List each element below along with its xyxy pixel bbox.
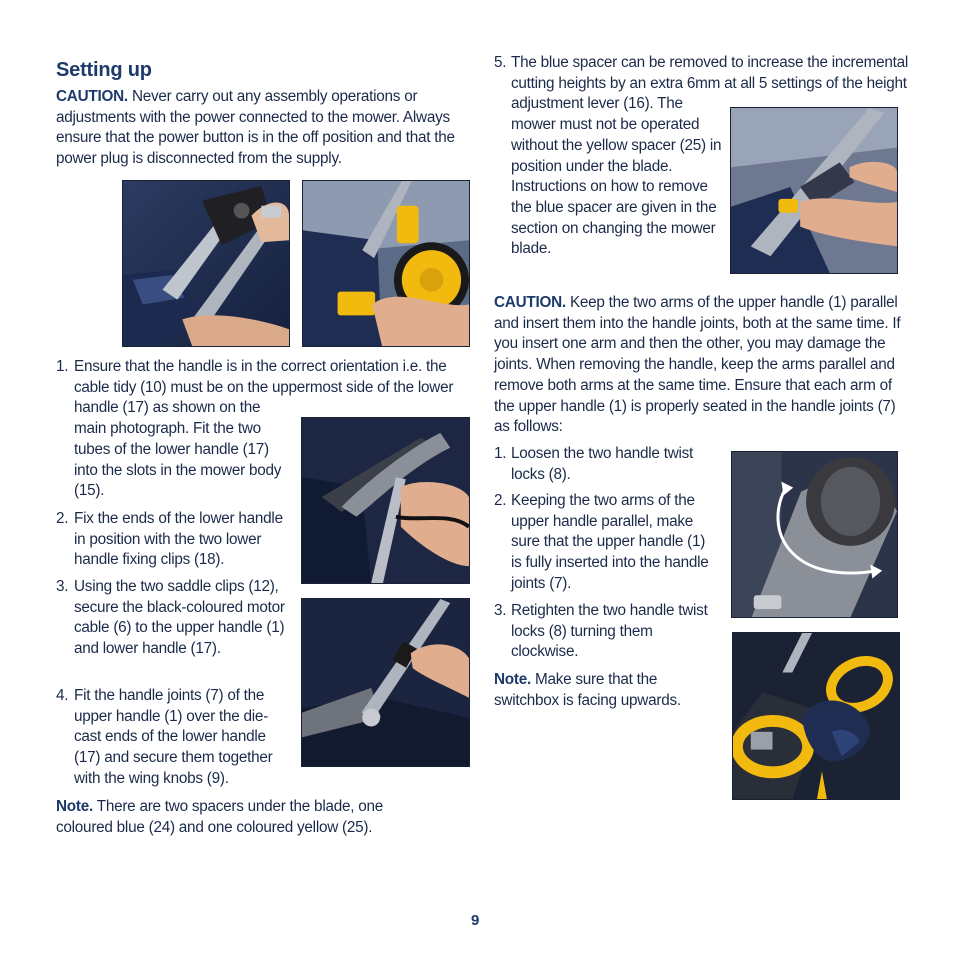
right-note-paragraph (494, 670, 704, 711)
note-label: Note. (56, 798, 93, 815)
photo-twist-lock (731, 451, 898, 618)
photo-handle-fitting-image (123, 181, 289, 346)
photo-twist-lock-image (732, 452, 897, 617)
photo-yellow-spacer (730, 107, 898, 274)
photo-handle-joint (301, 598, 470, 767)
right-caution-text: Keep the two arms of the upper handle (1) parallel and insert them into the handle joints, both at the same time. If you insert one arm and then the other, you may damage the joints. When removing the handle, keep the arms parallel and remove both arms at the same time. Ensure that each arm of the upper handle (1) is properly seated in the handle joints (7) as follows: (494, 294, 901, 436)
caution-label: CAUTION. (56, 88, 128, 105)
right-note-text: Make sure that the switchbox is facing upwards. (494, 671, 681, 709)
note-text: There are two spacers under the blade, one coloured blue (24) and one coloured yellow (25). (56, 798, 384, 836)
right-step-1-text: Loosen the two handle twist locks (8). (511, 445, 694, 483)
step-3-text: Using the two saddle clips (12), secure the black-coloured motor cable (6) to the upper handle (1) and lower handle (17). (74, 578, 285, 658)
right-step-2-number: 2. (494, 492, 507, 509)
right-caution-paragraph (494, 293, 904, 438)
photo-switchbox-image (733, 633, 899, 799)
step-2-number: 2. (56, 510, 69, 527)
step-5-number: 5. (494, 54, 507, 71)
photo-yellow-spacer-image (731, 108, 897, 273)
page-title: Setting up (56, 59, 152, 81)
step-1-text: Ensure that the handle is in the correct orientation i.e. the cable tidy (10) must be on the uppermost side of the lower handle (17) as shown on the main photograph. Fit the two tubes of the lower handle (17) into the slots in the mower body (15). (74, 358, 454, 500)
note-paragraph (56, 797, 428, 838)
right-step-1-number: 1. (494, 445, 507, 462)
step-3-number: 3. (56, 578, 69, 595)
caution-text: Never carry out any assembly operations or adjustments with the power connected to the mower. Always ensure that the power button is in the off position and that the power plug is disconnected from the supply. (56, 88, 455, 168)
photo-handle-joint-image (302, 599, 469, 766)
step-2-text: Fix the ends of the lower handle in position with the two lower handle fixing clips (18). (74, 510, 283, 569)
page-number: 9 (471, 912, 480, 929)
right-step-3-number: 3. (494, 602, 507, 619)
photo-handle-fitting (122, 180, 290, 347)
caution-paragraph (56, 87, 468, 170)
right-caution-label: CAUTION. (494, 294, 566, 311)
step-5-text: The blue spacer can be removed to increase the incremental cutting heights by an extra 6mm at all 5 settings of the height adjustment lever (16). The mower must not be operated without the yellow spacer (25) in position under the blade. Instructions on how to remove the blue spacer are given in the section on changing the mower blade. (511, 54, 909, 258)
step-4-number: 4. (56, 687, 69, 704)
right-step-3-text: Retighten the two handle twist locks (8) turning them clockwise. (511, 602, 708, 661)
right-note-label: Note. (494, 671, 531, 688)
photo-spacer-removal (302, 180, 470, 347)
photo-switchbox (732, 632, 900, 800)
step-1-num-visible: 1. (56, 358, 69, 375)
step-4-text: Fit the handle joints (7) of the upper handle (1) over the die-cast ends of the lower handle (17) and secure them together with the wing knobs (9). (74, 687, 273, 787)
photo-spacer-removal-image (303, 181, 469, 346)
right-step-2-text: Keeping the two arms of the upper handle parallel, make sure that the upper handle (1) is fully inserted into the handle joints (7). (511, 492, 709, 592)
